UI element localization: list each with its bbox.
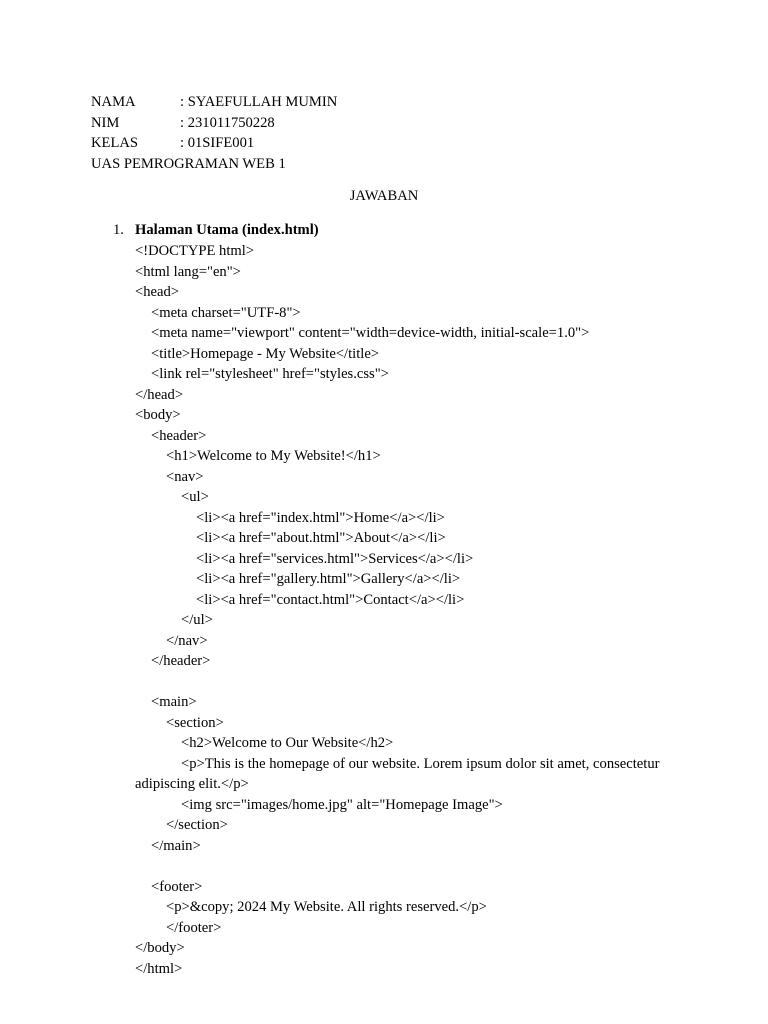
code-line: </head> xyxy=(135,386,184,403)
nim-label: NIM xyxy=(91,114,120,131)
question-title: Halaman Utama (index.html) xyxy=(135,222,319,238)
code-line: </section> xyxy=(166,817,228,833)
code-line: <img src="images/home.jpg" alt="Homepage Image"> xyxy=(181,796,503,813)
code-line: <li><a href="about.html">About</a></li> xyxy=(196,530,446,546)
code-line: <meta name="viewport" content="width=device-width, initial-scale=1.0"> xyxy=(151,325,590,341)
code-line: </nav> xyxy=(166,632,208,649)
code-line: </html> xyxy=(135,960,183,977)
code-block xyxy=(0,241,768,979)
code-line: </header> xyxy=(151,653,211,669)
code-line: <p>&copy; 2024 My Website. All rights reserved.</p> xyxy=(166,899,487,915)
code-line: <li><a href="index.html">Home</a></li> xyxy=(196,509,445,526)
nim-value: : 231011750228 xyxy=(180,114,275,131)
class-label: KELAS xyxy=(91,135,139,151)
code-line: <ul> xyxy=(181,489,209,505)
exam-title: UAS PEMROGRAMAN WEB 1 xyxy=(91,155,286,172)
code-line: <h1>Welcome to My Website!</h1> xyxy=(166,448,381,464)
code-line: </main> xyxy=(151,837,201,854)
code-line: <html lang="en"> xyxy=(135,263,241,280)
code-line: <body> xyxy=(135,407,181,423)
code-line: <h2>Welcome to Our Website</h2> xyxy=(181,735,394,751)
class-value: : 01SIFE001 xyxy=(180,135,255,151)
code-line: <main> xyxy=(151,694,197,710)
code-line: </body> xyxy=(135,940,185,956)
code-line xyxy=(0,856,768,877)
code-line: <li><a href="services.html">Services</a></li> xyxy=(196,550,474,567)
code-line: </footer> xyxy=(166,919,222,936)
code-line: <footer> xyxy=(151,878,203,895)
code-line: <section> xyxy=(166,714,224,731)
code-line: <link rel="stylesheet" href="styles.css"> xyxy=(151,366,389,382)
code-line: <li><a href="gallery.html">Gallery</a></li> xyxy=(196,571,461,587)
code-line: <title>Homepage - My Website</title> xyxy=(151,345,380,362)
name-label: NAMA xyxy=(91,94,136,110)
code-line: <!DOCTYPE html> xyxy=(135,243,255,259)
code-line: <meta charset="UTF-8"> xyxy=(151,304,301,321)
code-line: <head> xyxy=(135,284,180,300)
student-info xyxy=(91,92,337,174)
code-line: </ul> xyxy=(181,612,213,628)
answer-heading: JAWABAN xyxy=(349,188,419,204)
code-line: <p>This is the homepage of our website. Lorem ipsum dolor sit amet, consectetur xyxy=(181,755,660,772)
code-line: <li><a href="contact.html">Contact</a></li> xyxy=(196,591,465,608)
code-line: adipiscing elit.</p> xyxy=(135,776,249,792)
class-row xyxy=(91,133,337,154)
question-number: 1. xyxy=(113,222,124,238)
code-line: <nav> xyxy=(166,468,204,485)
name-value: : SYAEFULLAH MUMIN xyxy=(180,94,338,110)
code-line: <header> xyxy=(151,427,207,444)
name-row xyxy=(91,92,337,113)
code-line xyxy=(0,672,768,693)
nim-row xyxy=(91,113,337,134)
